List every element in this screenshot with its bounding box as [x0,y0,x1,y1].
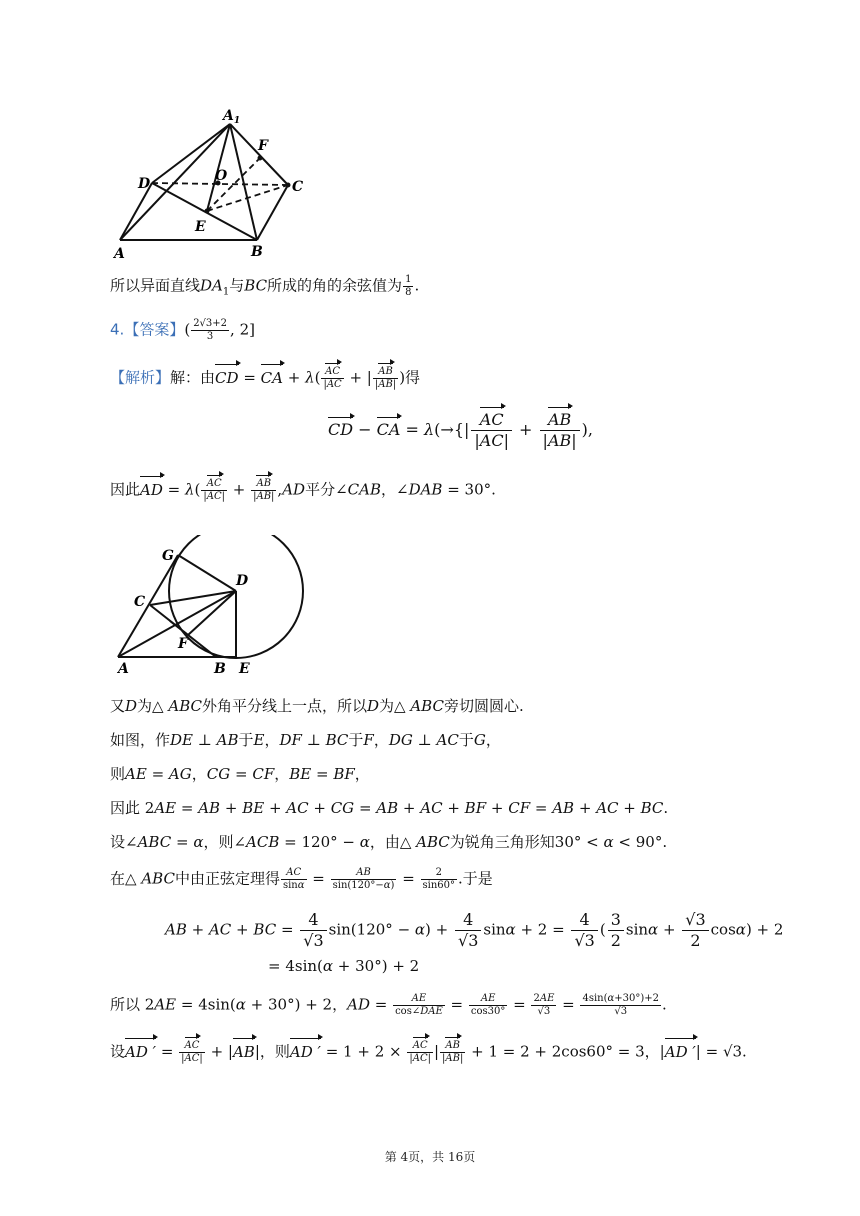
label-o: O [215,168,228,184]
label-b2: B [214,661,226,677]
analysis-line: 【解析】解：由CD = CA + λ( $\frac{AC}{|AC}$ + | $\frac{AB}{|AB|}$ )得 [110,366,421,390]
label-g: G [162,548,174,564]
label-c: C [292,179,304,195]
label-f2: F [178,636,188,652]
so-ae-line: 所以 2AE = 4sin(α + 30°) + 2，AD = $\frac{AE}{\text{cos∠DAE}}$ = $\frac{AE}{\cos 30^\circ}$ = $\frac{2AE}{√3}$ = $\frac{4\sin(\alpha+30^\circ)+2}{√3}$ . [110,993,667,1017]
cosine-line: 所以异面直线$DA_1$与BC所成的角的余弦值为 $\frac{1}{8}$ . [110,274,420,298]
label-a: A [114,246,125,260]
let-ad-line: 设AD ′ = $\frac{AC}{|AC|}$ + |AB|，则AD ′ = 1 + 2 × $\frac{AC}{|AC|}$ | $\frac{AB}{|AB|}$ + 1 = 2 + 2cos60° = 3，|AD ′| = √3. [110,1040,747,1064]
label-b: B [251,244,263,260]
label-a1: $A_1$ [223,108,241,126]
hence-line: 因此AD = λ( $\frac{AC}{|AC|}$ + $\frac{AB}{|AB|}$ ,AD平分∠CAB，∠DAB = 30°. [110,478,496,502]
excircle-line: 又D为△ ABC外角平分线上一点，所以D为△ ABC旁切圆圆心. [110,697,524,715]
equalities-line: 则AE = AG，CG = CF，BE = BF， [110,765,370,783]
equation-2: = 4sin(α + 30°) + 2 [268,957,420,975]
angle-line: 设∠ABC = α，则∠ACB = 120° − α，由△ ABC为锐角三角形知30° < α < 90°. [110,833,668,851]
answer-tag: 【答案】 [124,320,185,339]
label-c2: C [134,594,146,610]
equation-1: AB + AC + BC = $\frac{4}{√3}$ sin(120° − α) + $\frac{4}{√3}$ sinα + 2 = $\frac{4}{√3}$ ( $\frac{3}{2}$ sinα + $\frac{√3}{2}$ cosα) + 2 [165,910,784,950]
label-f: F [258,138,268,154]
page-footer: 第 4页，共 16页 [384,1150,476,1164]
figure-excircle [112,535,312,680]
figure-tetrahedron [112,108,312,260]
answer-line: 4.【答案】( $\frac{2√3+2}{3}$ , 2] [110,318,255,342]
label-d: D [138,176,151,192]
center-equation: CD − CA = λ(→{| $\frac{AC}{|AC|}$ + $\frac{AB}{|AB|}$ ), [328,410,593,450]
label-d2: D [236,573,249,589]
construct-line: 如图，作DE ⊥ AB于E，DF ⊥ BC于F，DG ⊥ AC于G， [110,731,501,749]
sine-law-line: 在△ ABC中由正弦定理得 $\frac{AC}{\sin\alpha}$ = $\frac{AB}{\sin(120^\circ-\alpha)}$ = $\frac{2}{\sin 60^\circ}$ .于是 [110,867,493,891]
label-e2: E [239,661,250,677]
label-e: E [195,219,206,235]
answer-number: 4. [110,320,125,339]
label-a2: A [118,661,129,677]
sum-line: 因此 2AE = AB + BE + AC + CG = AB + AC + BF + CF = AB + AC + BC. [110,799,669,817]
analysis-tag: 【解析】 [110,368,171,387]
